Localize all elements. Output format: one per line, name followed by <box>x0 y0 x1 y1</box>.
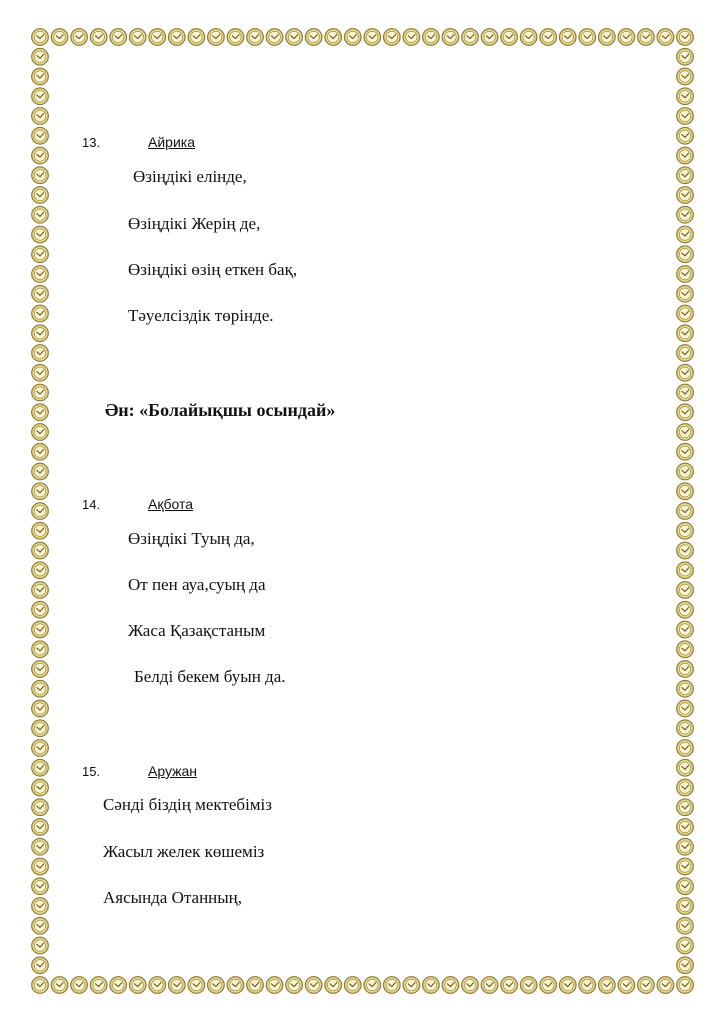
stanza-15-number: 15. <box>82 764 101 779</box>
clock-icon <box>32 424 49 441</box>
clock-icon <box>51 29 68 46</box>
stanza-14-line-3: Жаса Қазақстаным <box>128 621 266 640</box>
stanza-15-speaker: Аружан <box>148 763 198 779</box>
clock-icon <box>32 522 49 539</box>
clock-icon <box>618 29 635 46</box>
clock-icon <box>32 226 49 243</box>
clock-icon <box>677 305 694 322</box>
clock-icon <box>32 108 49 125</box>
clock-icon <box>227 977 244 994</box>
clock-icon <box>677 957 694 974</box>
clock-icon <box>32 48 49 65</box>
clock-icon <box>677 799 694 816</box>
clock-icon <box>403 977 420 994</box>
clock-icon <box>32 88 49 105</box>
clock-icon <box>677 285 694 302</box>
clock-icon <box>677 364 694 381</box>
clock-icon <box>149 29 166 46</box>
stanza-13-speaker: Айрика <box>148 134 195 150</box>
clock-icon <box>208 977 225 994</box>
clock-icon <box>677 819 694 836</box>
clock-icon <box>149 977 166 994</box>
stanza-14-line-4: Белді бекем буын да. <box>134 667 286 686</box>
clock-icon <box>227 29 244 46</box>
clock-icon <box>32 483 49 500</box>
clock-icon <box>32 601 49 618</box>
clock-icon <box>188 977 205 994</box>
clock-icon <box>32 582 49 599</box>
clock-icon <box>32 266 49 283</box>
clock-icon <box>677 246 694 263</box>
clock-icon <box>32 858 49 875</box>
clock-icon <box>32 542 49 559</box>
stanza-15-line-2: Жасыл желек көшеміз <box>103 842 265 861</box>
song-title: Ән: «Болайықшы осындай» <box>105 400 336 420</box>
clock-icon <box>462 977 479 994</box>
clock-icon <box>677 562 694 579</box>
clock-icon <box>677 266 694 283</box>
clock-icon <box>559 977 576 994</box>
clock-icon <box>677 917 694 934</box>
clock-icon <box>90 29 107 46</box>
clock-icon <box>657 977 674 994</box>
clock-icon <box>677 858 694 875</box>
clock-icon <box>677 898 694 915</box>
stanza-13-line-1: Өзіңдікі елінде, <box>133 167 247 186</box>
clock-icon <box>32 680 49 697</box>
clock-icon <box>32 127 49 144</box>
clock-icon <box>325 977 342 994</box>
clock-icon <box>677 206 694 223</box>
clock-icon <box>32 917 49 934</box>
clock-icon <box>618 977 635 994</box>
clock-icon <box>110 29 127 46</box>
stanza-13-line-4: Тәуелсіздік төрінде. <box>128 306 274 325</box>
stanza-14-line-2: От пен ауа,суың да <box>128 575 266 594</box>
clock-icon <box>677 503 694 520</box>
clock-icon <box>677 147 694 164</box>
clock-icon <box>32 641 49 658</box>
clock-icon <box>32 779 49 796</box>
clock-icon <box>579 29 596 46</box>
clock-icon <box>305 977 322 994</box>
clock-icon <box>481 29 498 46</box>
clock-icon <box>677 424 694 441</box>
clock-icon <box>32 759 49 776</box>
clock-icon <box>677 661 694 678</box>
clock-icon <box>32 305 49 322</box>
clock-icon <box>32 700 49 717</box>
clock-icon <box>442 977 459 994</box>
clock-icon <box>247 29 264 46</box>
clock-icon <box>71 977 88 994</box>
clock-icon <box>32 661 49 678</box>
clock-icon <box>442 29 459 46</box>
clock-icon <box>32 147 49 164</box>
clock-icon <box>32 206 49 223</box>
clock-icon <box>677 404 694 421</box>
clock-icon <box>677 226 694 243</box>
clock-icon <box>540 29 557 46</box>
clock-icon <box>32 68 49 85</box>
clock-icon <box>677 779 694 796</box>
clock-icon <box>677 522 694 539</box>
clock-icon <box>638 29 655 46</box>
clock-icon <box>247 977 264 994</box>
clock-icon <box>599 29 616 46</box>
clock-icon <box>32 503 49 520</box>
clock-icon <box>677 621 694 638</box>
clock-icon <box>677 325 694 342</box>
clock-icon <box>344 977 361 994</box>
clock-icon <box>32 562 49 579</box>
clock-icon <box>32 977 49 994</box>
clock-icon <box>188 29 205 46</box>
stanza-14-speaker: Ақбота <box>148 496 194 512</box>
stanza-13-line-3: Өзіңдікі өзің еткен бақ, <box>128 260 298 279</box>
clock-icon <box>32 246 49 263</box>
clock-icon <box>677 838 694 855</box>
clock-icon <box>677 601 694 618</box>
stanza-15-line-3: Аясында Отанның, <box>103 888 243 907</box>
clock-icon <box>677 187 694 204</box>
clock-icon <box>32 898 49 915</box>
clock-icon <box>677 167 694 184</box>
clock-icon <box>32 878 49 895</box>
clock-icon <box>501 977 518 994</box>
clock-icon <box>32 463 49 480</box>
clock-icon <box>677 700 694 717</box>
clock-icon <box>32 799 49 816</box>
clock-icon <box>305 29 322 46</box>
clock-icon <box>266 29 283 46</box>
clock-icon <box>677 977 694 994</box>
clock-icon <box>32 720 49 737</box>
clock-icon <box>559 29 576 46</box>
clock-icon <box>677 463 694 480</box>
clock-icon <box>32 167 49 184</box>
clock-icon <box>481 977 498 994</box>
clock-icon <box>325 29 342 46</box>
clock-icon <box>677 108 694 125</box>
clock-icon <box>169 977 186 994</box>
clock-icon <box>501 29 518 46</box>
clock-icon <box>32 740 49 757</box>
clock-icon <box>599 977 616 994</box>
stanza-13-line-2: Өзіңдікі Жерің де, <box>128 214 261 233</box>
clock-icon <box>677 68 694 85</box>
clock-icon <box>32 819 49 836</box>
stanza-14-line-1: Өзіңдікі Туың да, <box>128 529 255 548</box>
clock-icon <box>51 977 68 994</box>
clock-icon <box>462 29 479 46</box>
clock-icon <box>129 977 146 994</box>
clock-icon <box>677 680 694 697</box>
clock-icon <box>32 384 49 401</box>
clock-icon <box>344 29 361 46</box>
clock-icon <box>403 29 420 46</box>
clock-icon <box>677 48 694 65</box>
clock-icon <box>677 345 694 362</box>
clock-icon <box>32 345 49 362</box>
clock-icon <box>677 720 694 737</box>
clock-icon <box>286 977 303 994</box>
clock-icon <box>677 740 694 757</box>
clock-icon <box>32 443 49 460</box>
clock-icon <box>677 759 694 776</box>
clock-icon <box>32 404 49 421</box>
clock-icon <box>266 977 283 994</box>
clock-icon <box>32 29 49 46</box>
clock-icon <box>638 977 655 994</box>
clock-icon <box>32 187 49 204</box>
clock-icon <box>677 878 694 895</box>
clock-icon <box>677 127 694 144</box>
clock-icon <box>32 957 49 974</box>
clock-icon <box>677 641 694 658</box>
clock-icon <box>110 977 127 994</box>
clock-icon <box>286 29 303 46</box>
clock-icon <box>677 483 694 500</box>
clock-icon <box>32 937 49 954</box>
clock-icon <box>32 325 49 342</box>
clock-icon <box>677 582 694 599</box>
clock-icon <box>540 977 557 994</box>
clock-icon <box>364 977 381 994</box>
clock-icon <box>677 937 694 954</box>
clock-icon <box>71 29 88 46</box>
clock-icon <box>208 29 225 46</box>
clock-icon <box>677 384 694 401</box>
clock-icon <box>677 443 694 460</box>
clock-icon <box>169 29 186 46</box>
clock-icon <box>32 838 49 855</box>
clock-icon <box>657 29 674 46</box>
clock-icon <box>364 29 381 46</box>
clock-icon <box>32 364 49 381</box>
clock-icon <box>384 29 401 46</box>
clock-icon <box>520 977 537 994</box>
clock-icon <box>423 977 440 994</box>
clock-icon <box>129 29 146 46</box>
stanza-14-number: 14. <box>82 497 101 512</box>
clock-icon <box>520 29 537 46</box>
clock-icon <box>32 285 49 302</box>
clock-icon <box>384 977 401 994</box>
stanza-15-line-1: Сәнді біздің мектебіміз <box>103 795 272 814</box>
clock-icon <box>677 542 694 559</box>
clock-icon <box>32 621 49 638</box>
clock-icon <box>677 29 694 46</box>
clock-icon <box>90 977 107 994</box>
clock-icon <box>677 88 694 105</box>
clock-icon <box>423 29 440 46</box>
stanza-13-number: 13. <box>82 135 101 150</box>
clock-icon <box>579 977 596 994</box>
